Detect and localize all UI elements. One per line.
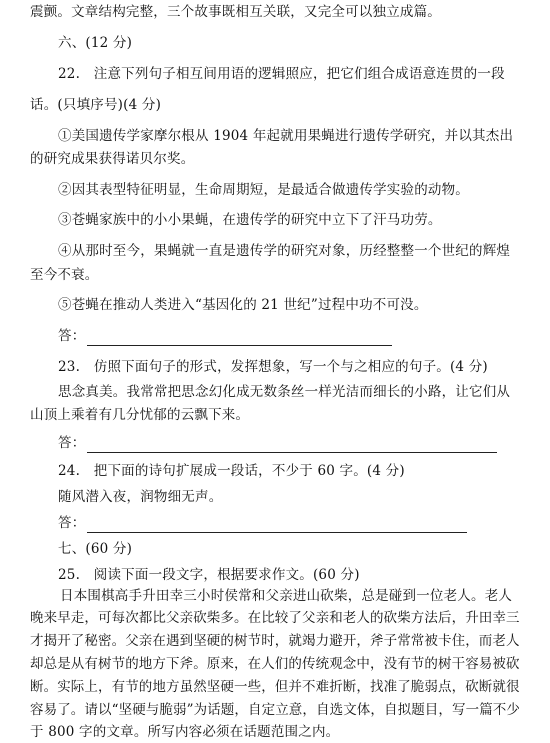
- answer-23-row: [58, 433, 497, 453]
- answer-label: 答：: [58, 515, 86, 531]
- section-heading: 六、(12 分): [58, 35, 133, 51]
- text-line: 震颤。文章结构完整，三个故事既相互关联，又完全可以独立成篇。: [30, 4, 441, 20]
- answer-label: 答：: [58, 435, 86, 451]
- sentence-3: ③苍蝇家族中的小小果蝇，在遗传学的研究中立下了汗马功劳。: [58, 212, 442, 228]
- question-24-prompt: 24. 把下面的诗句扩展成一段话，不少于 60 字。(4 分): [58, 463, 405, 479]
- answer-24-field[interactable]: [87, 517, 467, 533]
- question-23-example-cont: 山顶上乘着有几分忧郁的云飘下来。: [30, 407, 250, 423]
- answer-23-field[interactable]: [87, 437, 497, 453]
- sentence-4: ④从那时至今，果蝇就一直是遗传学的研究对象，历经整整一个世纪的辉煌: [58, 243, 511, 259]
- answer-24-row: [58, 513, 467, 533]
- question-24-poem: 随风潜入夜，润物细无声。: [58, 489, 223, 505]
- sentence-5: ⑤苍蝇在推动人类进入“基因化的 21 世纪”过程中功不可没。: [58, 297, 428, 313]
- question-23-example: 思念真美。我常常把思念幻化成无数条丝一样光洁而细长的小路，让它们从: [58, 384, 511, 400]
- essay-passage-line: 晚来早走，可每次都比父亲砍柴多。在比较了父亲和老人的砍柴方法后，升田幸三: [30, 610, 520, 626]
- answer-22-row: [58, 326, 392, 346]
- sentence-2: ②因其表型特征明显，生命周期短，是最适合做遗传学实验的动物。: [58, 182, 469, 198]
- essay-passage-line: 断。实际上，有节的地方虽然坚硬一些，但并不难折断，找准了脆弱点，砍断就很: [30, 679, 520, 695]
- question-22-prompt-cont: 话。(只填序号)(4 分): [30, 97, 162, 113]
- sentence-1-cont: 的研究成果获得诺贝尔奖。: [30, 151, 195, 167]
- sentence-4-cont: 至今不衰。: [30, 267, 99, 283]
- essay-passage-line: 于 800 字的文章。所写内容必须在话题范围之内。: [30, 724, 340, 740]
- essay-passage-line: 才揭开了秘密。父亲在遇到坚硬的树节时，就竭力避开，斧子常常被卡住，而老人: [30, 633, 520, 649]
- essay-passage-line: 日本围棋高手升田幸三小时侯常和父亲进山砍柴，总是碰到一位老人。老人: [60, 588, 513, 604]
- section-heading: 七、(60 分): [58, 541, 133, 557]
- question-22-prompt: 22. 注意下列句子相互间用语的逻辑照应，把它们组合成语意连贯的一段: [58, 66, 505, 82]
- answer-22-field[interactable]: [87, 330, 392, 346]
- answer-label: 答：: [58, 328, 86, 344]
- question-25-prompt: 25. 阅读下面一段文字，根据要求作文。(60 分): [58, 567, 360, 583]
- essay-passage-line: 容易了。请以“坚硬与脆弱”为话题，自定立意，自选文体，自拟题目，写一篇不少: [30, 702, 521, 718]
- question-23-prompt: 23. 仿照下面句子的形式，发挥想象，写一个与之相应的句子。(4 分): [58, 359, 488, 375]
- sentence-1: ①美国遗传学家摩尔根从 1904 年起就用果蝇进行遗传学研究，并以其杰出: [58, 128, 514, 144]
- essay-passage-line: 却总是从有树节的地方下斧。原来，在人们的传统观念中，没有节的树干容易被砍: [30, 656, 520, 672]
